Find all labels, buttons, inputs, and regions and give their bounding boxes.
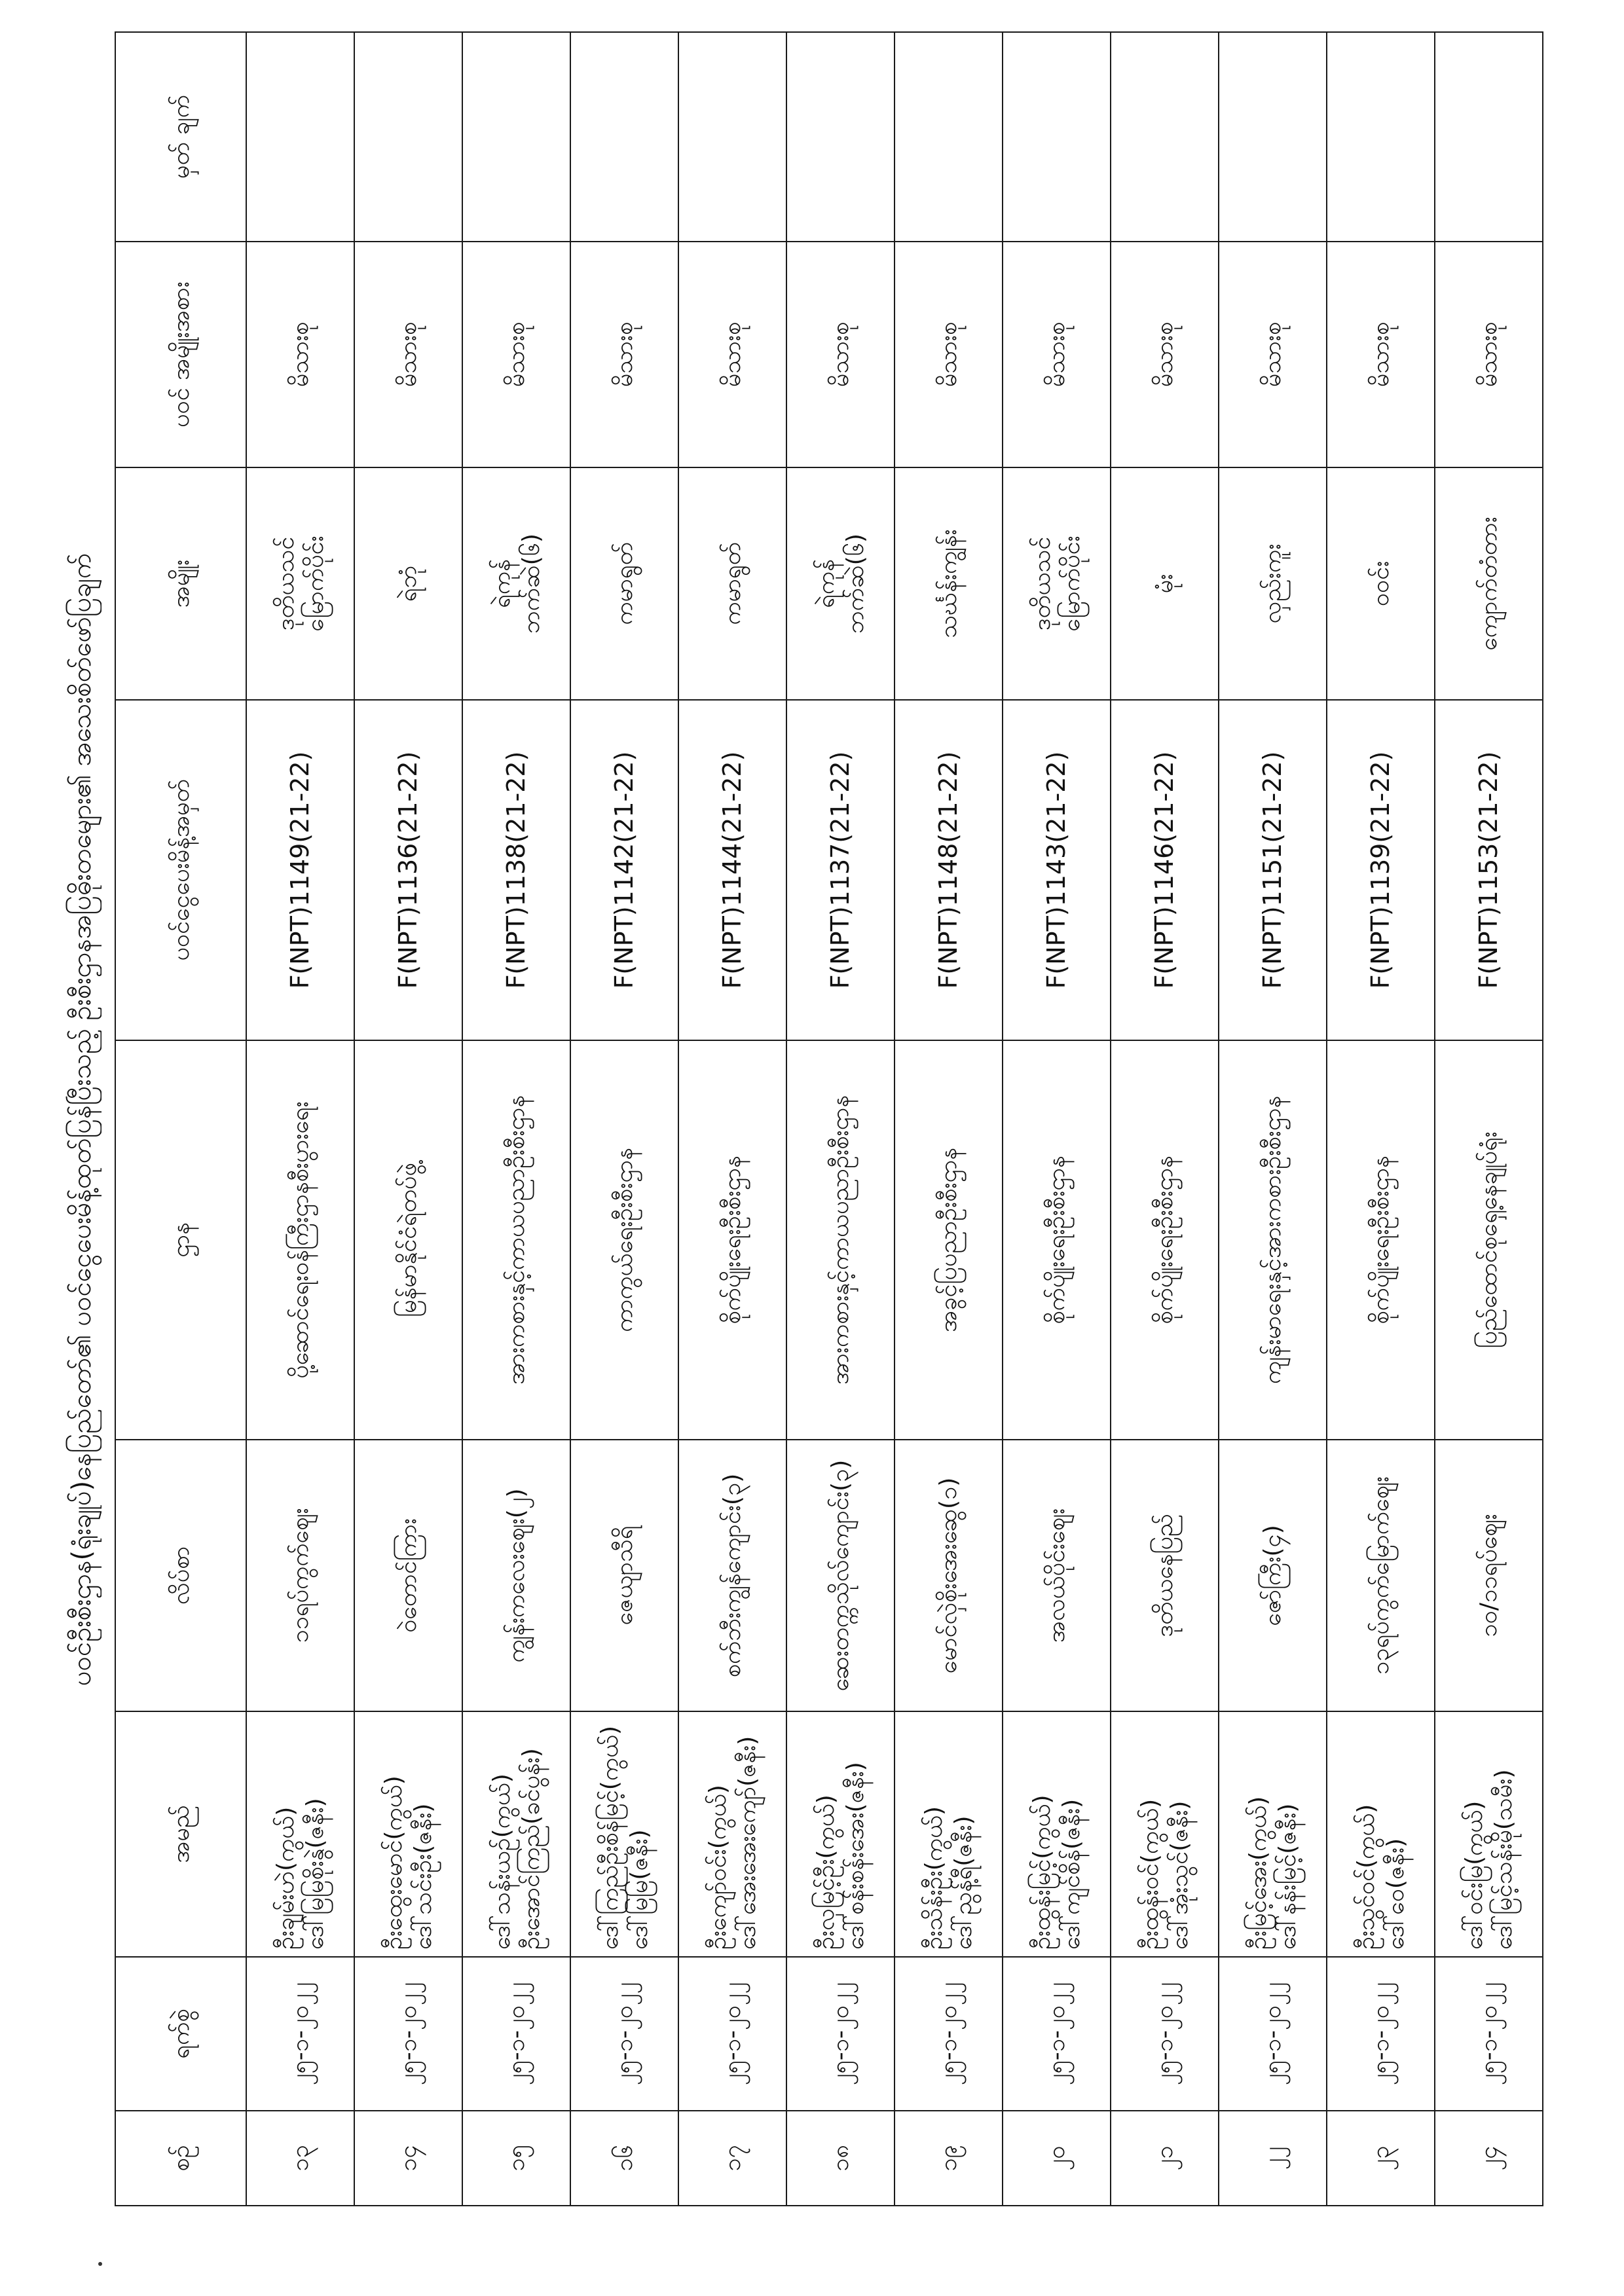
row-remark (354, 32, 462, 242)
row-date: ၂၅-၁-၂၀၂၂ (354, 1957, 462, 2111)
row-kind: မိသားစု (354, 242, 462, 467)
row-type-line: ဒုတိယသင် (272, 536, 299, 631)
row-no: ၁၄ (354, 2111, 462, 2206)
row-name-line: ဦးချမ်းဟဲ(ကွယ်) (272, 1806, 299, 1950)
table-header-row (115, 32, 246, 2206)
row-department: စိုက်ပျိုးရေးဦးစီးဌာန (1003, 1040, 1111, 1440)
row-name (354, 1711, 462, 1957)
row-address: ဇေယျာသီရိ (570, 1440, 678, 1711)
header-date: ရက်စွဲ (115, 1957, 246, 2111)
row-no: ၁၇ (678, 2111, 786, 2206)
row-no: ၁၃ (246, 2111, 354, 2206)
row-name (1219, 1711, 1327, 1957)
row-permit-no: F(NPT)1143(21-22) (1003, 700, 1111, 1040)
row-kind: မိသားစု (678, 242, 786, 467)
row-date: ၂၅-၁-၂၀၂၂ (678, 1957, 786, 2111)
row-date: ၂၅-၁-၂၀၂၂ (1219, 1957, 1327, 2111)
row-type (570, 467, 678, 700)
row-department: အားကစားနှင့်ကာယပညာဦးစီးဌာန (786, 1040, 895, 1440)
row-kind: မိသားစု (570, 242, 678, 467)
row-no: ၂၄ (1435, 2111, 1543, 2206)
row-department: စိုက်ပျိုးရေးဦးစီးဌာန (1327, 1040, 1435, 1440)
row-type-line: မုံး (1151, 574, 1178, 594)
header-no: စဉ် (115, 2111, 246, 2206)
header-permit-no: ပဝင်ငွေပေးမိန့်အမှတ် (115, 700, 246, 1040)
row-permit-no: F(NPT)1137(21-22) (786, 700, 895, 1040)
row-address: ဆေးတက္ကသိုလ်ကျောင်း(၃) (786, 1440, 895, 1711)
row-type-line: ဘက်ဆဲ(၆) (517, 533, 545, 634)
row-name-line: ဒေါ်အုံးသွင်(ဇနီး) (1166, 1800, 1193, 1950)
row-permit-no: F(NPT)1151(21-22) (1219, 700, 1327, 1040)
row-name-line: ဒေါ်ဝေ(ဇနီး) (1382, 1838, 1409, 1950)
row-name-line: ဒေါ်မြမြ(ဇနီး) (625, 1829, 653, 1950)
table-row (786, 32, 895, 2206)
row-kind: မိသားစု (1111, 242, 1219, 467)
row-remark (786, 32, 895, 242)
row-department: မြန်မာနိုင်ငံရဲတပ်ဖွဲ့ (354, 1040, 462, 1440)
row-name-line: ဦးသိန်းဦး(ကွယ်) (920, 1806, 948, 1950)
row-date: ၂၅-၁-၂၀၂၂ (246, 1957, 354, 2111)
row-type (895, 467, 1003, 700)
row-name-line: ဒေါ်သန်းယဉ်(ကွယ်) (488, 1774, 515, 1950)
row-type-line: ရဲဘုံ (395, 565, 422, 602)
row-type (1003, 467, 1111, 700)
row-department: ကျန်းမာရေးနှင့်အားကစားဦးစီးဌာန (1219, 1040, 1327, 1440)
row-name-line: ဒေါ်စန်းစန်းအေး(ဇနီး) (841, 1762, 869, 1950)
row-kind: မိသားစု (786, 242, 895, 467)
table-body (246, 32, 1543, 2206)
permit-table (115, 31, 1543, 2206)
table-row (1111, 32, 1219, 2206)
row-address: မောင်လှဲစိုးအေးဆွေ(၁) (895, 1440, 1003, 1711)
row-name (246, 1711, 354, 1957)
row-address: ဝဲတောင်ကြား (354, 1440, 462, 1711)
row-type (462, 467, 570, 700)
table-row (570, 32, 678, 2206)
row-address: ၁၀/၁၁ရပ်ဈေး (1435, 1440, 1543, 1711)
page-title: ပဝင်ဦးစီးဌာန(ရုံးချုပ်)နေပြည်တော်၏ ပဝင်ငွေပေးမိန့်ထုတ်ပြန်ပြီးသည့် ဦးစီးဌာနအပြဓိုးတမျေား၏ အသေးစိတ်ဖော်ပြချက် (67, 553, 97, 1686)
row-permit-no: F(NPT)1142(21-22) (570, 700, 678, 1040)
row-no: ၂၀ (1003, 2111, 1111, 2206)
row-type (354, 467, 462, 700)
row-type (786, 467, 895, 700)
row-type-line: ကမာရွတ် (719, 542, 746, 625)
table-row (678, 32, 786, 2206)
row-kind: မိသားစု (1219, 242, 1327, 467)
row-date: ၂၅-၁-၂၀၂၂ (1003, 1957, 1111, 2111)
table-row (895, 32, 1003, 2206)
row-department: စိုက်ပျိုးရေးဦးစီးဌာန (678, 1040, 786, 1440)
row-no: ၂၃ (1327, 2111, 1435, 2206)
row-name-line: ဒေါ်ကြည်ဦးစိန်မြင့်(ကွယ်) (596, 1725, 623, 1950)
row-permit-no: F(NPT)1146(21-22) (1111, 700, 1219, 1040)
row-department: အားကစားနှင့်ကာယပညာဦးစီးဌာန (462, 1040, 570, 1440)
row-kind: မိသားစု (1435, 242, 1543, 467)
table-row (1327, 32, 1435, 2206)
row-name (1111, 1711, 1219, 1957)
row-department: အခွင့်ပြပညာဦးစီးဌာန (895, 1040, 1003, 1440)
table-row (1003, 32, 1111, 2206)
row-no: ၁၆ (570, 2111, 678, 2206)
row-type-line: ဒုတိယသင် (1028, 536, 1056, 631)
row-permit-no: F(NPT)1153(21-22) (1435, 700, 1543, 1040)
row-date: ၂၅-၁-၂၀၂၂ (1111, 1957, 1219, 2111)
row-permit-no: F(NPT)1136(21-22) (354, 700, 462, 1040)
row-name (462, 1711, 570, 1957)
table-row (1219, 32, 1327, 2206)
row-address: စက်ဘီးကျွန်ကျောင်း(၃) (678, 1440, 786, 1711)
row-department: ပြည်ထောင်စုရှေ့နေချုပ်ရုံး (1435, 1040, 1543, 1440)
row-remark (1003, 32, 1111, 242)
row-type-line: မြောက်ပိုင်း (1058, 536, 1085, 632)
row-remark (462, 32, 570, 242)
row-name-line: ဦးထွန်းမြင့်(ကွယ်) (1028, 1795, 1056, 1950)
row-name (570, 1711, 678, 1957)
row-date: ၂၅-၁-၂၀၂၂ (1327, 1957, 1435, 2111)
row-type (1219, 467, 1327, 700)
row-name (895, 1711, 1003, 1957)
header-name: အမည် (115, 1711, 246, 1957)
row-kind: မိသားစု (1327, 242, 1435, 467)
row-type (1435, 467, 1543, 700)
row-name-line: ဒေါ်ညွန့်ရီ(ဇနီး) (950, 1815, 977, 1950)
table-row (462, 32, 570, 2206)
row-department: ကာကွယ်ရေးဦးစီးဌာန (570, 1040, 678, 1440)
row-no: ၁၅ (462, 2111, 570, 2206)
row-department: စိုက်ပျိုးရေးဦးစီးဌာန (1111, 1040, 1219, 1440)
row-remark (1435, 32, 1543, 242)
row-type-line: ဝဝင်း (1367, 560, 1394, 607)
header-remark: မှတ် ချက် (115, 32, 246, 242)
row-kind: မိသားစု (462, 242, 570, 467)
row-name-line: ဦးမြင့်အေး(ကွယ်) (1244, 1796, 1272, 1950)
speck-mark (98, 2262, 102, 2266)
row-date: ၂၅-၁-၂၀၂၂ (786, 1957, 895, 2111)
row-remark (1219, 32, 1327, 242)
table-row (1435, 32, 1543, 2206)
header-type: အမျိုး (115, 467, 246, 700)
row-name (1435, 1711, 1543, 1957)
row-kind: မိသားစု (895, 242, 1003, 467)
table-row (246, 32, 354, 2206)
row-permit-no: F(NPT)1139(21-22) (1327, 700, 1435, 1040)
row-type-line: ကမာရွတ် (611, 542, 638, 625)
row-no: ၁၈ (786, 2111, 895, 2206)
rotated-page (62, 20, 1536, 2219)
row-no: ၂၁ (1111, 2111, 1219, 2206)
row-type-line: မြောက်ပိုင်း (301, 536, 329, 632)
row-name-line: ဦးထွေးမောင်(ကွယ်) (380, 1776, 407, 1950)
row-name-line: ဒေါ်နန်းမြင့်(ဇနီး) (1274, 1803, 1301, 1950)
row-name (786, 1711, 895, 1957)
row-name-line: ဦးထွန်းဝင်(ကွယ်) (1136, 1798, 1164, 1950)
row-kind: မိသားစု (246, 242, 354, 467)
row-no: ၁၉ (895, 2111, 1003, 2206)
row-type-line: သင်္ဃန်းကျွန်း (935, 529, 962, 638)
row-remark (246, 32, 354, 242)
row-name-line: ဦးသွင်ဝင်(ကွယ်) (1352, 1804, 1380, 1950)
row-name-line: ဒေါ်သင်းဦး(ဇနီး) (409, 1803, 437, 1950)
row-name-line: ဦးလှမြင့်ဦး(ကွယ်) (812, 1795, 840, 1950)
row-remark (1327, 32, 1435, 242)
header-kind: ပဝင် အမျိုးအစား (115, 242, 246, 467)
row-permit-no: F(NPT)1138(21-22) (462, 700, 570, 1040)
row-date: ၂၅-၁-၂၀၂၂ (570, 1957, 678, 2111)
row-remark (678, 32, 786, 242)
row-type-line: ရဲကုန် (488, 559, 515, 608)
row-permit-no: F(NPT)1144(21-22) (678, 700, 786, 1040)
row-address: ၁၁ရပ်ကွက်ဈေး (246, 1440, 354, 1711)
row-permit-no: F(NPT)1149(21-22) (246, 700, 354, 1040)
row-remark (570, 32, 678, 242)
row-name-line: ဒေါ်ကျင်စိန်(ဇနီး) (1058, 1798, 1085, 1950)
row-name (678, 1711, 786, 1957)
row-type-line: လှည်းကူး (1259, 543, 1286, 624)
row-address: ကျွန်းကလေးဈေး(၂) (462, 1440, 570, 1711)
row-name-line: ဒေါ်မြမြစိုးနွဲ(ဇနီး) (301, 1798, 329, 1950)
row-remark (895, 32, 1003, 242)
header-department: ဌာန (115, 1040, 246, 1440)
row-kind: မိသားစု (1003, 242, 1111, 467)
row-name (1003, 1711, 1111, 1957)
row-department: ပို့ဆောင်ရေးဝန်ကြီးဌာနစီးပွားရေး (246, 1040, 354, 1440)
table-row (354, 32, 462, 2206)
row-address: ဒုတိယနေပြည် (1111, 1440, 1219, 1711)
row-name-line: ဒေါ်ဝင်းမြ(ကွယ်) (1460, 1800, 1488, 1950)
row-permit-no: F(NPT)1148(21-22) (895, 700, 1003, 1040)
row-type-line: ကျောက်တံတား (1475, 517, 1502, 651)
row-address: ၁၃ရပ်ကွက်မြောက်ဈေး (1327, 1440, 1435, 1711)
row-name-line: ဒေါ်အေးအေးကျော်(ဇနီး) (733, 1736, 761, 1950)
row-date: ၂၅-၁-၂၀၂၂ (895, 1957, 1003, 2111)
row-remark (1111, 32, 1219, 242)
row-name-line: ဦးကျော်ဝင်း(ကွယ်) (704, 1785, 731, 1950)
row-type (678, 467, 786, 700)
row-type (1111, 467, 1219, 700)
row-type-line: ရဲကုန် (812, 559, 840, 608)
row-type (1327, 467, 1435, 700)
row-no: ၂၂ (1219, 2111, 1327, 2206)
row-date: ၂၅-၁-၂၀၂၂ (462, 1957, 570, 2111)
row-name (1327, 1711, 1435, 1957)
row-date: ၂၅-၁-၂၀၂၂ (1435, 1957, 1543, 2111)
row-type-line: ဘက်ဆဲ(၆) (841, 533, 869, 634)
row-address: အလယ်ပိုင်းဈေး (1003, 1440, 1111, 1711)
header-address: လိပ်စာ (115, 1440, 246, 1711)
row-type (246, 467, 354, 700)
row-address: ဇော်ကြီး(၄) (1219, 1440, 1327, 1711)
row-name-line: ဦးအောင်ကြည်(ခင်ပွန်း) (517, 1748, 545, 1950)
row-name-line: ဒေါ်မြင့်သန်းမို(သမီး) (1490, 1769, 1517, 1950)
